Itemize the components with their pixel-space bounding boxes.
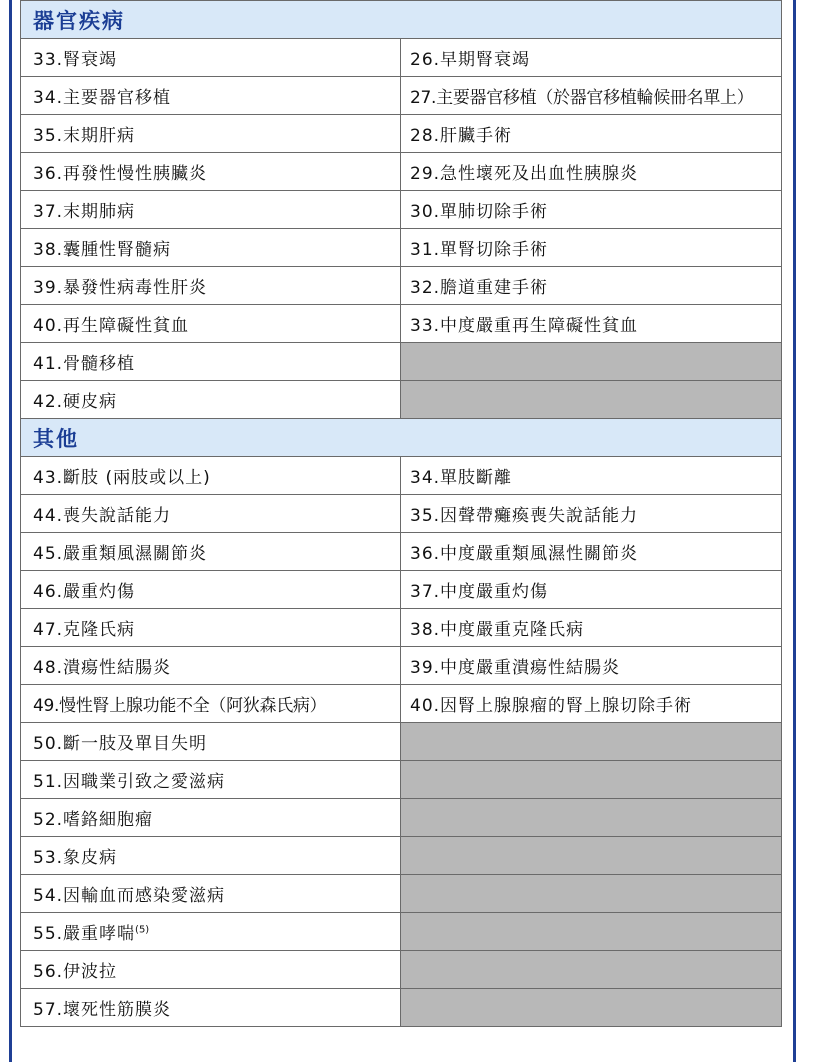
table-row xyxy=(21,115,782,153)
major-illness-cell xyxy=(21,913,401,951)
table-row xyxy=(21,457,782,495)
major-illness-label: 48.潰瘍性結腸炎 xyxy=(33,658,172,678)
empty-cell xyxy=(401,381,782,419)
empty-cell xyxy=(401,913,782,951)
major-illness-cell xyxy=(21,685,401,723)
empty-cell xyxy=(401,761,782,799)
major-illness-label: 56.伊波拉 xyxy=(33,962,118,982)
major-illness-label: 57.壞死性筋膜炎 xyxy=(33,1000,172,1020)
section-title: 其他 xyxy=(21,419,782,457)
major-illness-label: 41.骨髓移植 xyxy=(33,354,136,374)
table-row xyxy=(21,837,782,875)
section-header xyxy=(21,419,782,457)
early-stage-cell xyxy=(401,571,782,609)
early-stage-label: 35.因聲帶癱瘓喪失說話能力 xyxy=(410,506,639,526)
early-stage-cell xyxy=(401,495,782,533)
table-row xyxy=(21,609,782,647)
major-illness-cell xyxy=(21,533,401,571)
major-illness-label: 40.再生障礙性貧血 xyxy=(33,316,190,336)
major-illness-cell xyxy=(21,229,401,267)
major-illness-cell xyxy=(21,571,401,609)
major-illness-label: 50.斷一肢及單目失明 xyxy=(33,734,208,754)
major-illness-label: 42.硬皮病 xyxy=(33,392,118,412)
major-illness-label: 49.慢性腎上腺功能不全（阿狄森氏病） xyxy=(33,696,327,716)
major-illness-label: 39.暴發性病毒性肝炎 xyxy=(33,278,208,298)
table-row xyxy=(21,191,782,229)
early-stage-cell xyxy=(401,457,782,495)
empty-cell xyxy=(401,951,782,989)
table-row xyxy=(21,77,782,115)
empty-cell xyxy=(401,989,782,1027)
major-illness-cell xyxy=(21,837,401,875)
table-row xyxy=(21,267,782,305)
major-illness-label: 55.嚴重哮喘 xyxy=(33,924,136,944)
early-stage-label: 29.急性壞死及出血性胰腺炎 xyxy=(410,164,639,184)
major-illness-cell xyxy=(21,799,401,837)
major-illness-label: 33.腎衰竭 xyxy=(33,50,118,70)
major-illness-cell xyxy=(21,381,401,419)
early-stage-label: 38.中度嚴重克隆氏病 xyxy=(410,620,585,640)
early-stage-cell xyxy=(401,229,782,267)
illness-table-body xyxy=(21,1,782,1027)
table-row xyxy=(21,343,782,381)
major-illness-cell xyxy=(21,723,401,761)
table-row xyxy=(21,875,782,913)
table-row xyxy=(21,229,782,267)
table-row xyxy=(21,989,782,1027)
major-illness-cell xyxy=(21,951,401,989)
major-illness-cell xyxy=(21,115,401,153)
empty-cell xyxy=(401,723,782,761)
early-stage-label: 27.主要器官移植（於器官移植輪候冊名單上） xyxy=(410,88,754,108)
major-illness-label: 36.再發性慢性胰臟炎 xyxy=(33,164,208,184)
early-stage-label: 32.膽道重建手術 xyxy=(410,278,549,298)
table-row xyxy=(21,153,782,191)
early-stage-cell xyxy=(401,647,782,685)
early-stage-label: 26.早期腎衰竭 xyxy=(410,50,531,70)
major-illness-label: 45.嚴重類風濕關節炎 xyxy=(33,544,208,564)
table-row xyxy=(21,647,782,685)
major-illness-label: 35.末期肝病 xyxy=(33,126,136,146)
major-illness-cell xyxy=(21,609,401,647)
table-row xyxy=(21,761,782,799)
early-stage-label: 31.單腎切除手術 xyxy=(410,240,549,260)
major-illness-cell xyxy=(21,191,401,229)
early-stage-cell xyxy=(401,305,782,343)
early-stage-cell xyxy=(401,191,782,229)
major-illness-label: 54.因輸血而感染愛滋病 xyxy=(33,886,226,906)
empty-cell xyxy=(401,837,782,875)
early-stage-label: 40.因腎上腺腺瘤的腎上腺切除手術 xyxy=(410,696,693,716)
major-illness-cell xyxy=(21,267,401,305)
section-header xyxy=(21,1,782,39)
early-stage-label: 28.肝臟手術 xyxy=(410,126,513,146)
early-stage-cell xyxy=(401,685,782,723)
major-illness-cell xyxy=(21,77,401,115)
table-row xyxy=(21,571,782,609)
early-stage-cell xyxy=(401,39,782,77)
footnote-ref: (5) xyxy=(135,924,150,936)
table-row xyxy=(21,951,782,989)
table-row xyxy=(21,305,782,343)
major-illness-label: 47.克隆氏病 xyxy=(33,620,136,640)
major-illness-cell xyxy=(21,457,401,495)
table-row xyxy=(21,533,782,571)
major-illness-cell xyxy=(21,989,401,1027)
table-row xyxy=(21,381,782,419)
major-illness-label: 38.囊腫性腎髓病 xyxy=(33,240,172,260)
early-stage-cell xyxy=(401,533,782,571)
early-stage-label: 34.單肢斷離 xyxy=(410,468,513,488)
major-illness-label: 44.喪失說話能力 xyxy=(33,506,172,526)
major-illness-cell xyxy=(21,875,401,913)
early-stage-cell xyxy=(401,115,782,153)
table-row xyxy=(21,685,782,723)
empty-cell xyxy=(401,343,782,381)
illness-table xyxy=(20,0,782,1027)
major-illness-cell xyxy=(21,153,401,191)
early-stage-label: 36.中度嚴重類風濕性關節炎 xyxy=(410,544,639,564)
section-title: 器官疾病 xyxy=(21,1,782,39)
major-illness-label: 43.斷肢 (兩肢或以上) xyxy=(33,468,211,488)
early-stage-label: 37.中度嚴重灼傷 xyxy=(410,582,549,602)
major-illness-cell xyxy=(21,495,401,533)
early-stage-cell xyxy=(401,609,782,647)
major-illness-label: 46.嚴重灼傷 xyxy=(33,582,136,602)
early-stage-cell xyxy=(401,153,782,191)
major-illness-label: 52.嗜鉻細胞瘤 xyxy=(33,810,154,830)
major-illness-cell xyxy=(21,39,401,77)
early-stage-label: 39.中度嚴重潰瘍性結腸炎 xyxy=(410,658,621,678)
empty-cell xyxy=(401,875,782,913)
table-row xyxy=(21,723,782,761)
early-stage-cell xyxy=(401,77,782,115)
early-stage-label: 30.單肺切除手術 xyxy=(410,202,549,222)
major-illness-label: 51.因職業引致之愛滋病 xyxy=(33,772,226,792)
table-row xyxy=(21,39,782,77)
table-row xyxy=(21,799,782,837)
empty-cell xyxy=(401,799,782,837)
early-stage-cell xyxy=(401,267,782,305)
major-illness-label: 53.象皮病 xyxy=(33,848,118,868)
major-illness-cell xyxy=(21,647,401,685)
table-row xyxy=(21,495,782,533)
table-row xyxy=(21,913,782,951)
early-stage-label: 33.中度嚴重再生障礙性貧血 xyxy=(410,316,639,336)
major-illness-label: 37.末期肺病 xyxy=(33,202,136,222)
major-illness-label: 34.主要器官移植 xyxy=(33,88,172,108)
major-illness-cell xyxy=(21,343,401,381)
major-illness-cell xyxy=(21,305,401,343)
major-illness-cell xyxy=(21,761,401,799)
